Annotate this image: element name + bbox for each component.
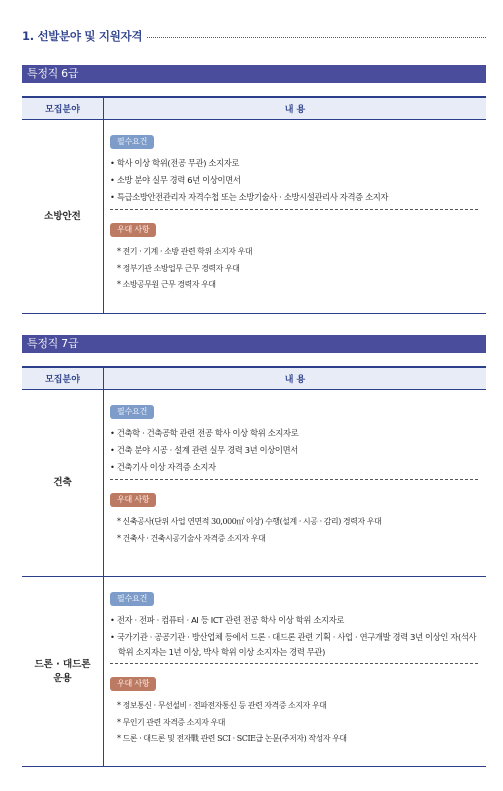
dashed-divider [110,209,478,210]
requirement-item: • 건축 분야 시공 · 설계 관련 실무 경력 3년 이상이면서 [110,445,298,455]
field-name: 건축 [22,390,104,576]
field-name-line2: 운용 [53,672,72,684]
row-content [104,120,486,313]
preference-item: * 정보통신 · 무선설비 · 전파전자통신 등 관련 자격증 소지자 우대 [117,701,327,710]
table-header [22,368,486,390]
preferences-list [110,514,478,547]
header-field: 모집분야 [22,368,104,389]
preference-item: * 정부기관 소방업무 근무 경력자 우대 [117,263,240,273]
preference-badge: 우대 사항 [110,677,156,691]
requirement-item: • 건축학 · 건축공학 관련 전공 학사 이상 학위 소지자로 [110,428,299,438]
grade-6-bar: 특정직 6급 [22,65,486,83]
field-name: 소방안전 [22,120,104,313]
row-content [104,390,486,576]
table-row-drone [22,576,486,766]
requirements-list [110,612,478,660]
preference-item: * 건축사 · 건축시공기술사 자격증 소지자 우대 [117,533,266,543]
table-row-fire-safety [22,120,486,313]
header-content: 내 용 [284,375,306,385]
preference-item: * 신축공사(단위 사업 연면적 30,000㎡ 이상) 수행(설계 · 시공 · 감리) 경력자 우대 [117,517,382,526]
row-content [104,577,486,766]
required-badge: 필수요건 [110,135,154,149]
required-badge: 필수요건 [110,405,154,419]
header-field: 모집분야 [22,98,104,119]
preference-item: * 소방공무원 근무 경력자 우대 [117,280,216,289]
dashed-divider [110,479,478,480]
requirement-item: • 소방 분야 실무 경력 6년 이상이면서 [110,175,241,185]
requirements-list [110,155,478,206]
section-title-row [22,26,486,46]
requirement-item: • 건축기사 이상 자격증 소지자 [110,462,216,472]
preference-item: * 전기 · 기계 · 소방 관련 학위 소지자 우대 [117,247,253,256]
requirements-list [110,425,478,476]
title-dotted-rule [147,37,486,38]
section-title: 1. 선발분야 및 지원자격 [22,29,143,43]
requirement-item: • 전자 · 전파 · 컴퓨터 · AI 등 ICT 관련 전공 학사 이상 학위 소지자로 [110,615,345,625]
requirement-item: • 특급소방안전관리자 자격수첩 또는 소방기술사 · 소방시설관리사 자격증 소지자 [110,192,389,202]
requirement-item: • 국가기관 · 공공기관 · 방산업체 등에서 드론 · 대드론 관련 기획 · 사업 · 연구개발 경력 3년 이상인 자(석사 학위 소지자는 1년 이상, 박사 학위 이상 소지자는 경력 무관) [110,632,477,657]
required-badge: 필수요건 [110,592,154,606]
preferences-list [110,698,478,748]
header-content: 내 용 [284,105,306,115]
field-name [22,577,104,766]
preferences-list [110,244,478,294]
field-name-line1: 드론 · 대드론 [34,658,91,670]
requirement-item: • 학사 이상 학위(전공 무관) 소지자로 [110,158,240,168]
preference-item: * 무인기 관련 자격증 소지자 우대 [117,717,225,727]
dashed-divider [110,663,478,664]
table-header [22,98,486,120]
table-row-architecture [22,390,486,576]
grade-6-table [22,96,486,314]
grade-7-bar: 특정직 7급 [22,335,486,353]
grade-7-table [22,366,486,767]
preference-item: * 드론 · 대드론 및 전자戰 관련 SCI · SCIE급 논문(주저자) 작성자 우대 [117,734,347,743]
preference-badge: 우대 사항 [110,493,156,507]
preference-badge: 우대 사항 [110,223,156,237]
